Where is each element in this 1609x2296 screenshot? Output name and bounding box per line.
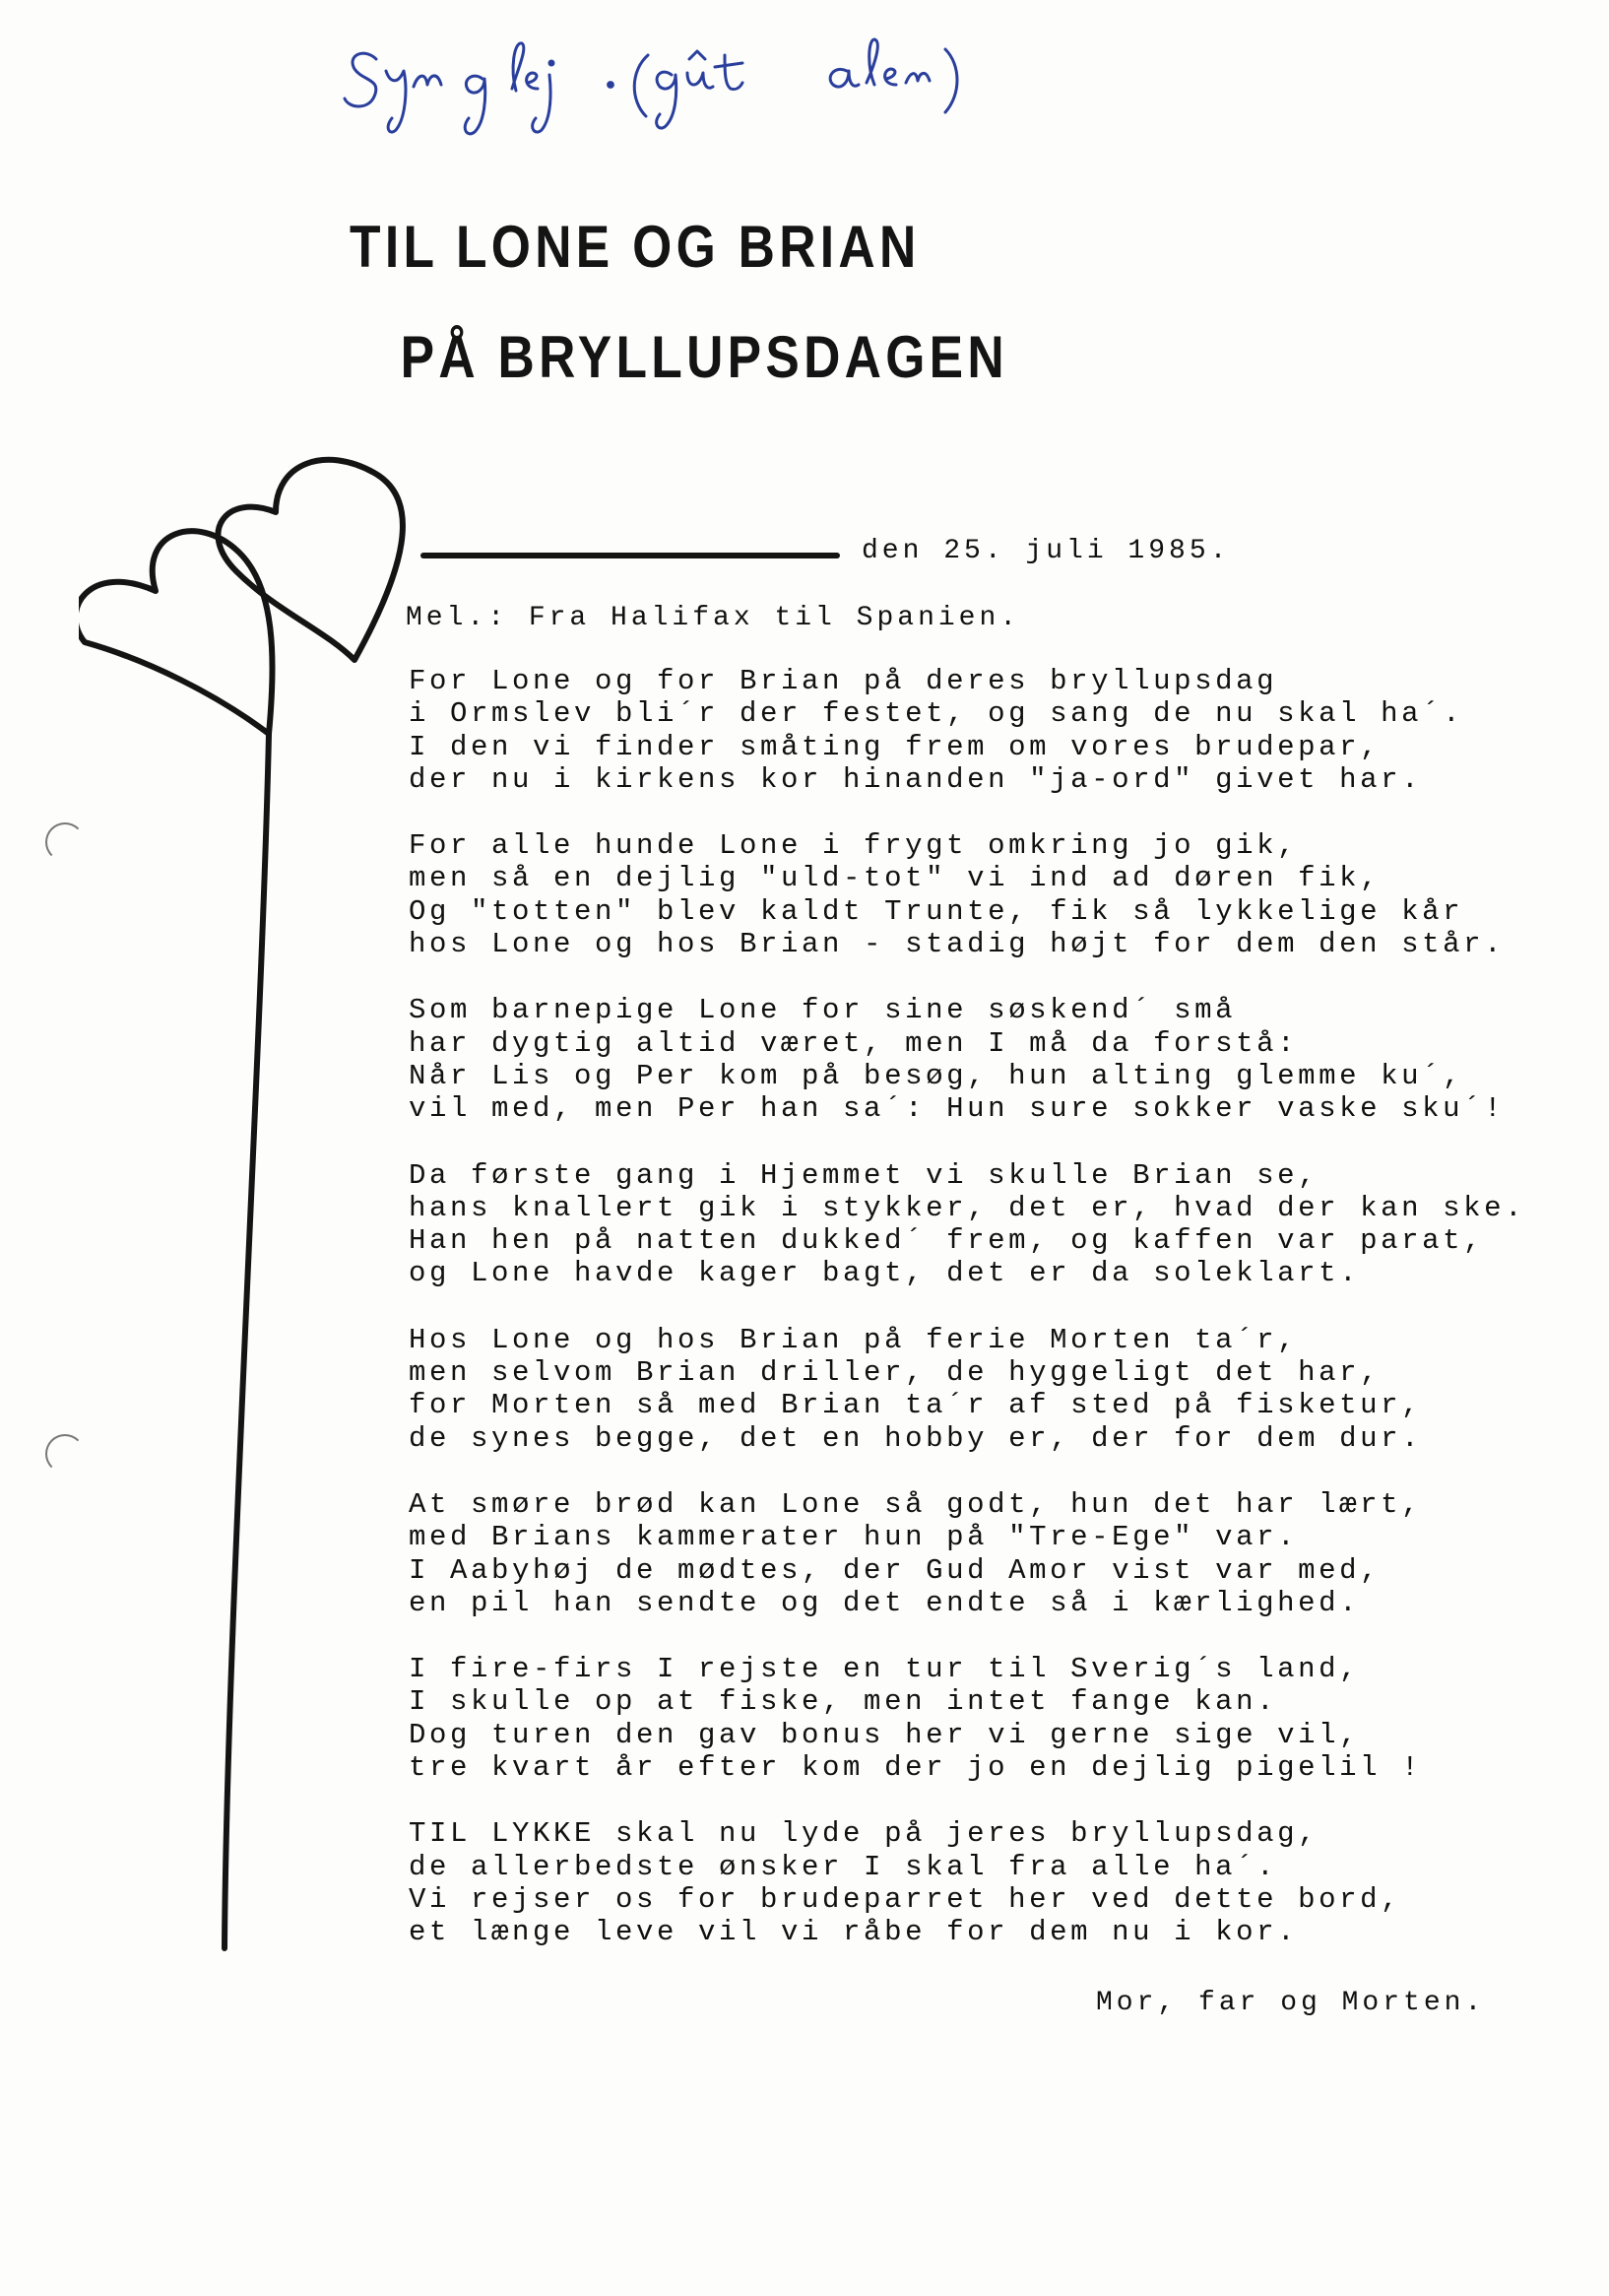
verse [409,829,1571,960]
verse-line: TIL LYKKE skal nu lyde på jeres bryllupsdag, [409,1817,1319,1851]
verse-line: Dog turen den gav bonus her vi gerne sige vil, [409,1718,1361,1751]
verse-line: men så en dejlig "uld-tot" vi ind ad døren fik, [409,862,1382,895]
melody-line: Mel.: Fra Halifax til Spanien. [406,603,1021,633]
song-verses [409,665,1571,1983]
punch-hole-bottom [45,1434,85,1474]
verse-line: Han hen på natten dukked´ frem, og kaffen var parat, [409,1224,1485,1258]
verse [409,1653,1571,1784]
verse [409,1324,1571,1455]
verse-line: og Lone havde kager bagt, det er da soleklart. [409,1257,1361,1290]
verse-line: Og "totten" blev kaldt Trunte, fik så lykkelige kår [409,894,1464,928]
verse-line: I Aabyhøj de mødtes, der Gud Amor vist var med, [409,1553,1382,1587]
page-title [350,192,1008,413]
verse-line: Hos Lone og hos Brian på ferie Morten ta´r, [409,1323,1299,1356]
handwritten-note [335,20,1221,148]
verse [409,665,1571,796]
verse-line: de synes begge, det en hobby er, der for dem dur. [409,1421,1423,1455]
verse [409,994,1571,1125]
verse-line: For alle hunde Lone i frygt omkring jo gik, [409,829,1299,863]
verse-line: At smøre brød kan Lone så godt, hun det har lært, [409,1487,1423,1521]
verse-line: en pil han sendte og det endte så i kærlighed. [409,1586,1361,1619]
verse-line: de allerbedste ønsker I skal fra alle ha´. [409,1850,1278,1883]
punch-hole-top [45,822,85,862]
verse [409,1817,1571,1948]
title-line-1: TIL LONE OG BRIAN [350,214,921,280]
verse [409,1488,1571,1619]
verse-line: hans knallert gik i stykker, det er, hvad der kan ske. [409,1191,1526,1224]
verse-line: I skulle op at fiske, men intet fange kan. [409,1685,1278,1719]
verse-line: I fire-firs I rejste en tur til Sverig´s land, [409,1653,1361,1686]
verse-line: i Ormslev bli´r der festet, og sang de nu skal ha´. [409,697,1464,731]
verse-line: for Morten så med Brian ta´r af sted på fisketur, [409,1389,1423,1422]
title-line-2: PÅ BRYLLUPSDAGEN [400,324,1008,390]
verse-line: tre kvart år efter kom der jo en dejlig pigelil ! [409,1751,1423,1785]
date-line: den 25. juli 1985. [862,536,1231,566]
verse-line: et længe leve vil vi råbe for dem nu i kor. [409,1916,1299,1949]
verse-line: For Lone og for Brian på deres bryllupsdag [409,665,1278,697]
verse-line: har dygtig altid været, men I må da forstå: [409,1026,1299,1060]
verse-line: men selvom Brian driller, de hyggeligt det har, [409,1356,1382,1390]
verse [409,1159,1571,1290]
verse-line: vil med, men Per han sa´: Hun sure sokker vaske sku´! [409,1092,1506,1126]
verse-line: der nu i kirkens kor hinanden "ja-ord" givet har. [409,762,1423,796]
verse-line: med Brians kammerater hun på "Tre-Ege" var. [409,1521,1299,1554]
signature: Mor, far og Morten. [1096,1988,1486,2018]
verse-line: Da første gang i Hjemmet vi skulle Brian se, [409,1158,1319,1192]
verse-line: Når Lis og Per kom på besøg, hun alting glemme ku´, [409,1059,1464,1092]
verse-line: hos Lone og hos Brian - stadig højt for dem den står. [409,928,1506,961]
verse-line: I den vi finder småting frem om vores brudepar, [409,730,1382,763]
verse-line: Som barnepige Lone for sine søskend´ små [409,994,1237,1027]
verse-line: Vi rejser os for brudeparret her ved dette bord, [409,1882,1402,1916]
